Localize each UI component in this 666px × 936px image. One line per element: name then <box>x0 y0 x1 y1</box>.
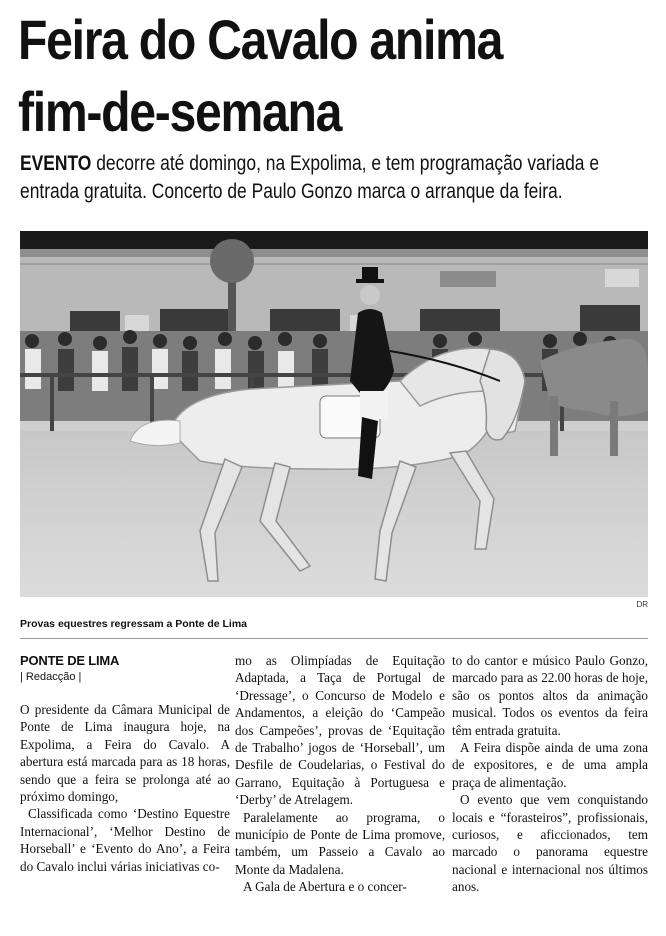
lead-kicker: EVENTO <box>20 152 92 175</box>
divider <box>20 638 648 639</box>
paragraph: O presidente da Câmara Municipal de Ponte de Lima inaugura hoje, na Expolima, a Feira do Cavalo. A abertura está marcada para as 18 horas, sendo que a feira se prolonga até ao próximo domingo, <box>20 702 230 805</box>
dateline-place: PONTE DE LIMA <box>20 653 120 668</box>
paragraph: to do cantor e músico Paulo Gonzo, marcado para as 22.00 horas de hoje, são os pontos altos da animação musical. Todos os eventos da feira têm entrada gratuita. <box>452 653 648 738</box>
headline-line-1: Feira do Cavalo anima <box>18 8 503 71</box>
headline-line-2: fim-de-semana <box>18 80 342 143</box>
article-column-3 <box>452 652 648 896</box>
paragraph: Classificada como ‘Destino Equestre Internacional’, ‘Melhor Destino de Horseball’ e ‘Evento do Ano’, a Feira do Cavalo inclui várias iniciativas co- <box>20 806 230 874</box>
byline: | Redacção | <box>20 671 82 683</box>
article-column-1 <box>20 652 230 875</box>
paragraph: O evento que vem conquistando locais e “forasteiros”, profissionais, curiosos, e aficcionados, tem marcado o panorama equestre nacional e internacional nos últimos anos. <box>452 792 648 895</box>
photo-credit: DR <box>636 600 648 609</box>
paragraph: A Feira dispõe ainda de uma zona de expositores, e de uma ampla praça de alimentação. <box>452 740 648 790</box>
lead-paragraph <box>20 150 618 206</box>
paragraph: Paralelamente ao programa, o município de Ponte de Lima promove, também, um Passeio a Cavalo ao Monte da Madalena. <box>235 809 445 877</box>
article-column-2 <box>235 652 445 896</box>
horse-dressage-illustration <box>20 231 648 597</box>
lead-text: decorre até domingo, na Expolima, e tem programação variada e entrada gratuita. Concerto de Paulo Gonzo marca o arranque da feira. <box>20 152 600 203</box>
paragraph: mo as Olimpíadas de Equitação Adaptada, a Taça de Portugal de ‘Dressage’, o Concurso de Modelo e Andamentos, a eleição do ‘Campeão dos Campeões’, provas de ‘Equitação de Trabalho’ jogos de ‘Horseball’, um Desfile de Coudelarias, o Festival do Garrano, Equitação à Portuguesa e ‘Derby’ de Atrelagem. <box>235 653 445 808</box>
paragraph: A Gala de Abertura e o concer- <box>243 879 407 895</box>
photo-caption: Provas equestres regressam a Ponte de Lima <box>20 618 248 630</box>
headline <box>18 4 654 148</box>
article-photo <box>20 231 648 597</box>
